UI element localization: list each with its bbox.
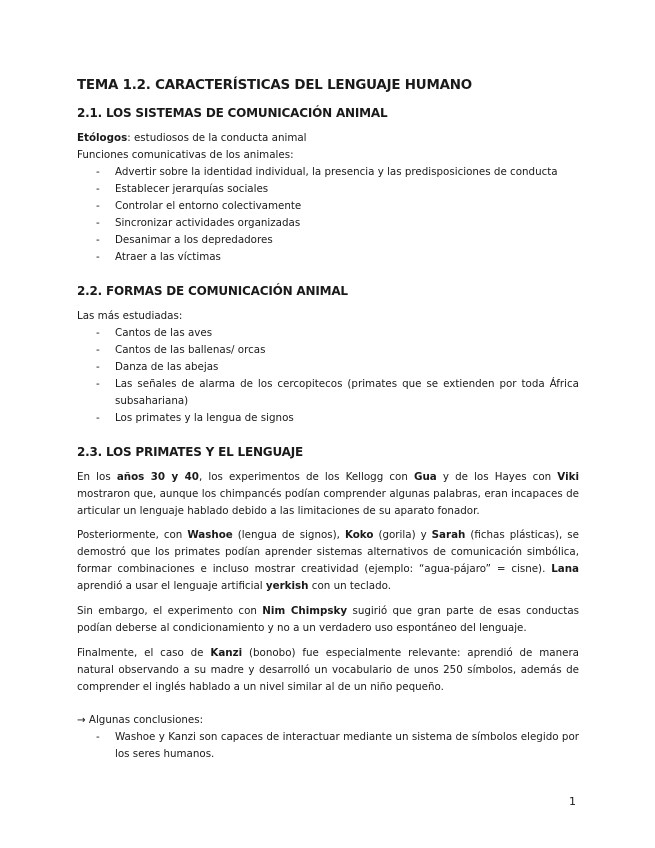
list-item <box>77 729 579 763</box>
list-item-text: Cantos de las aves <box>115 327 213 339</box>
functions-list <box>77 164 579 266</box>
list-item-text: Las señales de alarma de los cercopitecos (primates que se extienden por toda África subsahariana) <box>115 378 579 407</box>
bold-term: yerkish <box>265 580 309 592</box>
list-item-text: Controlar el entorno colectivamente <box>115 200 302 212</box>
bullet-dash: - <box>96 378 100 390</box>
list-item <box>77 215 579 232</box>
paragraph-3 <box>77 603 579 637</box>
text-run: y de los Hayes con <box>436 471 558 483</box>
definition-line <box>77 130 579 147</box>
text-run: Posteriormente, con <box>77 529 188 541</box>
bold-term: Gua <box>414 471 437 483</box>
list-item-text: Desanimar a los depredadores <box>115 234 273 246</box>
conclusions-block <box>77 712 579 763</box>
text-run: , los experimentos de los Kellogg con <box>198 471 414 483</box>
text-run: En los <box>77 471 117 483</box>
list-item <box>77 359 579 376</box>
list-item <box>77 325 579 342</box>
list-item-text: Establecer jerarquías sociales <box>115 183 269 195</box>
bullet-dash: - <box>96 234 100 246</box>
paragraph-4 <box>77 645 579 696</box>
list-item <box>77 164 579 181</box>
text-run: (lengua de signos), <box>232 529 345 541</box>
list-intro: Las más estudiadas: <box>77 310 183 322</box>
text-run: (fichas plásticas), se demostró que los primates podían aprender sistemas alternativos de comunicación simbólica, formar combinaciones e incluso mostrar creatividad (ejemplo: “agua-pájaro” = cisne). <box>77 529 579 575</box>
bold-term: Kanzi <box>210 647 243 659</box>
list-item <box>77 198 579 215</box>
paragraph-text <box>77 603 579 637</box>
bullet-dash: - <box>96 166 100 178</box>
bullet-dash: - <box>96 344 100 356</box>
list-item <box>77 249 579 266</box>
paragraph-text <box>77 469 579 520</box>
list-item-text: Cantos de las ballenas/ orcas <box>115 344 266 356</box>
bold-term: Washoe <box>187 529 233 541</box>
bold-term: Sarah <box>431 529 466 541</box>
conclusions-intro: → Algunas conclusiones: <box>77 714 204 726</box>
text-run: sugirió que gran parte de esas conductas podían deberse al condicionamiento y no a un verdadero uso espontáneo del lenguaje. <box>77 605 579 634</box>
list-item-text: Danza de las abejas <box>115 361 219 373</box>
section-heading-2-1: 2.1. LOS SISTEMAS DE COMUNICACIÓN ANIMAL <box>77 106 388 120</box>
list-intro: Funciones comunicativas de los animales: <box>77 149 294 161</box>
text-run: mostraron que, aunque los chimpancés podían comprender algunas palabras, eran incapaces de articular un lenguaje hablado debido a las limitaciones de su aparato fonador. <box>77 488 579 517</box>
definition-text: : estudiosos de la conducta animal <box>127 132 307 144</box>
bullet-dash: - <box>96 327 100 339</box>
section-2-1-body <box>77 130 579 266</box>
list-item-text: Atraer a las víctimas <box>115 251 221 263</box>
bullet-dash: - <box>96 200 100 212</box>
section-heading-2-3: 2.3. LOS PRIMATES Y EL LENGUAJE <box>77 445 303 459</box>
bullet-dash: - <box>96 412 100 424</box>
text-run: Sin embargo, el experimento con <box>77 605 263 617</box>
bold-term: Koko <box>344 529 374 541</box>
bold-term: Viki <box>557 471 579 483</box>
list-item-text: Los primates y la lengua de signos <box>115 412 294 424</box>
paragraph-text <box>77 645 579 696</box>
forms-list <box>77 325 579 427</box>
bullet-dash: - <box>96 251 100 263</box>
term-etologos: Etólogos <box>77 132 128 144</box>
list-item <box>77 410 579 427</box>
section-2-2-body <box>77 308 579 427</box>
list-item-text: Washoe y Kanzi son capaces de interactuar mediante un sistema de símbolos elegido por los seres humanos. <box>115 731 579 760</box>
bullet-dash: - <box>96 731 100 743</box>
text-run: Finalmente, el caso de <box>77 647 211 659</box>
bold-term: años 30 y 40 <box>116 471 199 483</box>
conclusions-list <box>77 729 579 763</box>
bullet-dash: - <box>96 183 100 195</box>
bullet-dash: - <box>96 361 100 373</box>
document-title: TEMA 1.2. CARACTERÍSTICAS DEL LENGUAJE HUMANO <box>77 78 472 93</box>
list-item <box>77 376 579 410</box>
text-run: con un teclado. <box>308 580 392 592</box>
paragraph-2 <box>77 527 579 595</box>
paragraph-text <box>77 527 579 595</box>
text-run: (bonobo) fue especialmente relevante: aprendió de manera natural observando a su madre y desarrolló un vocabulario de unos 250 símbolos, además de comprender el inglés hablado a un nivel similar al de un niño pequeño. <box>77 647 579 693</box>
text-run: aprendió a usar el lenguaje artificial <box>77 580 266 592</box>
section-heading-2-2: 2.2. FORMAS DE COMUNICACIÓN ANIMAL <box>77 284 348 298</box>
list-item-text: Advertir sobre la identidad individual, la presencia y las predisposiciones de conducta <box>115 166 558 178</box>
list-item <box>77 181 579 198</box>
page-number: 1 <box>569 795 576 808</box>
bold-term: Lana <box>551 563 579 575</box>
bold-term: Nim Chimpsky <box>262 605 348 617</box>
text-run: (gorila) y <box>373 529 432 541</box>
paragraph-1 <box>77 469 579 520</box>
bullet-dash: - <box>96 217 100 229</box>
list-item <box>77 232 579 249</box>
list-item <box>77 342 579 359</box>
list-item-text: Sincronizar actividades organizadas <box>115 217 301 229</box>
